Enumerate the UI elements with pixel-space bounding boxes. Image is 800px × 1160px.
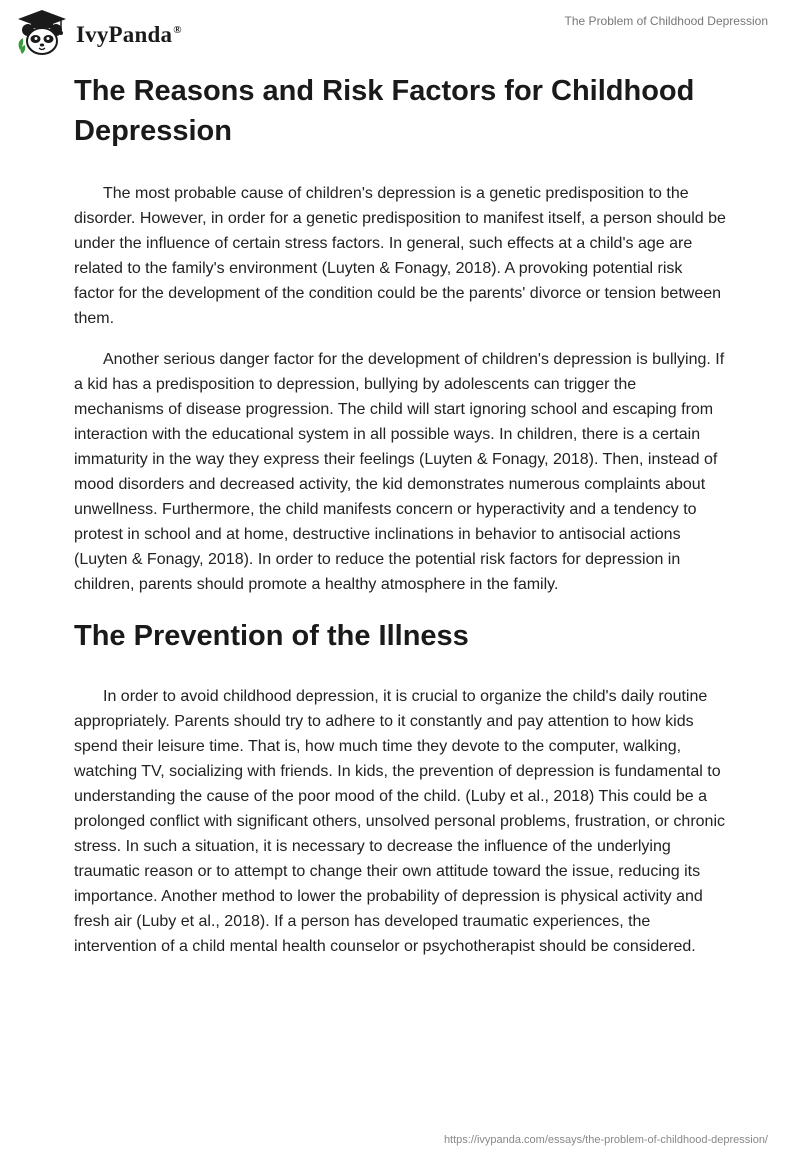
page-header xyxy=(0,0,800,70)
panda-graduate-icon xyxy=(14,8,70,58)
section-heading-prevention: The Prevention of the Illness xyxy=(74,620,469,652)
section-heading-reasons: The Reasons and Risk Factors for Childhood Depression xyxy=(74,75,695,147)
paragraph: The most probable cause of children's depression is a genetic predisposition to the disorder. However, in order for a genetic predisposition to manifest itself, a person should be under the influence of certain stress factors. In general, such effects at a child's age are related to the family's environment (Luyten & Fonagy, 2018). A provoking potential risk factor for the development of the condition could be the parents' divorce or tension between them. xyxy=(74,185,726,327)
document-title: The Problem of Childhood Depression xyxy=(564,14,768,28)
ivypanda-logo[interactable] xyxy=(14,8,182,58)
article-body xyxy=(74,70,726,959)
paragraph: Another serious danger factor for the development of children's depression is bullying. If a kid has a predisposition to depression, bullying by adolescents can trigger the mechanisms of disease progression. The child will start ignoring school and escaping from interaction with the educational system in all possible ways. In children, there is a certain immaturity in the way they express their feelings (Luyten & Fonagy, 2018). Then, instead of mood disorders and decreased activity, the kid demonstrates numerous complaints about unwellness. Furthermore, the child manifests concern or hyperactivity and a tendency to protest in school and at home, destructive inclinations in behavior to antisocial actions (Luyten & Fonagy, 2018). In order to reduce the potential risk factors for depression in children, parents should promote a healthy atmosphere in the family. xyxy=(74,351,725,593)
logo-wordmark: IvyPanda® xyxy=(76,22,182,47)
source-url[interactable]: https://ivypanda.com/essays/the-problem-of-childhood-depression/ xyxy=(443,1134,768,1146)
paragraph: In order to avoid childhood depression, it is crucial to organize the child's daily routine appropriately. Parents should try to adhere to it constantly and pay attention to how kids spend their leisure time. That is, how much time they devote to the computer, walking, watching TV, socializing with friends. In kids, the prevention of depression is fundamental to understanding the cause of the poor mood of the child. (Luby et al., 2018) This could be a prolonged conflict with significant others, unsolved personal problems, frustration, or chronic stress. In such a situation, it is necessary to decrease the influence of the underlying traumatic reason or to attempt to change their own attitude toward the issue, reducing its importance. Another method to lower the probability of depression is physical activity and fresh air (Luby et al., 2018). If a person has developed traumatic experiences, the intervention of a child mental health counselor or psychotherapist should be considered. xyxy=(74,688,725,955)
